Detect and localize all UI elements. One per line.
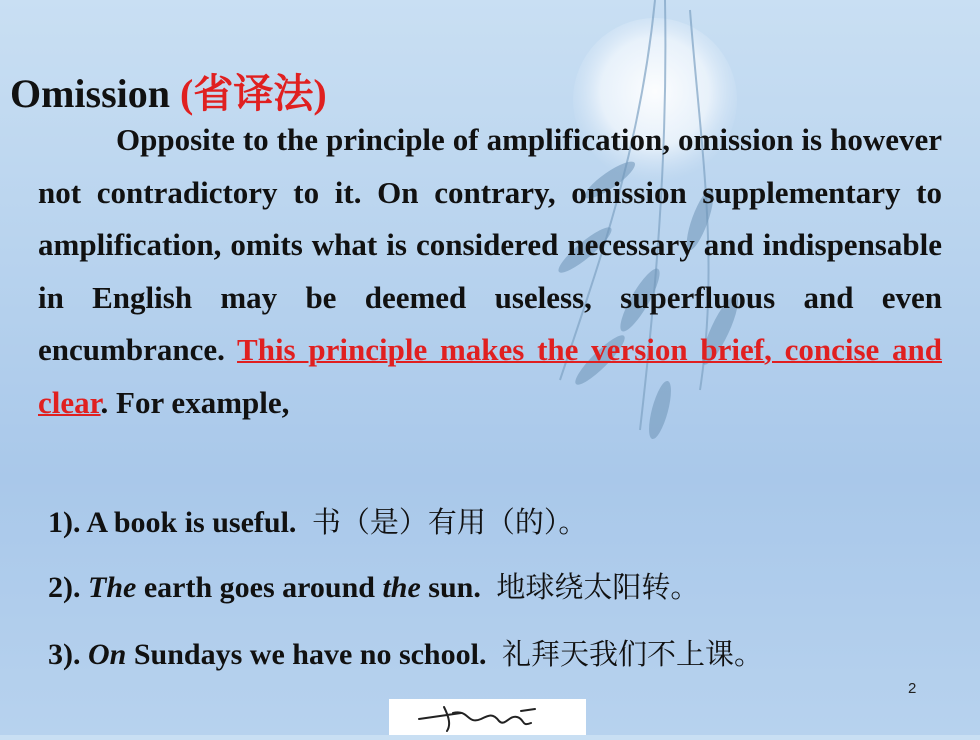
- signature-drawing: [389, 699, 586, 735]
- slide-title: [10, 62, 327, 119]
- example-translation: 书（是）有用（的）。: [311, 505, 588, 539]
- example-1: [48, 500, 587, 541]
- example-3: [48, 632, 763, 673]
- example-translation: 地球绕太阳转。: [496, 570, 700, 604]
- example-number: 3).: [48, 638, 88, 671]
- signature-image: [389, 699, 586, 735]
- paragraph-text: Opposite to the principle of amplification, omission is however not contradictory to it. On contrary, omission supplementary to amplification, omits what is considered necessary and indispensable in English may be deemed useless, superfluous and even encumbrance.: [38, 122, 942, 367]
- title-chinese: (省译法): [180, 71, 327, 116]
- example-sentence-end: sun.: [420, 571, 481, 604]
- example-sentence: earth goes around: [136, 571, 383, 604]
- paragraph-ending: . For example,: [100, 384, 290, 420]
- example-number: 1).: [48, 506, 87, 539]
- example-italic-word: the: [382, 571, 421, 604]
- example-italic-word: The: [88, 571, 137, 604]
- example-2: [48, 565, 699, 606]
- highlighted-sentence: This principle makes the version brief, concise and clear: [38, 332, 942, 420]
- page-number: 2: [908, 680, 917, 697]
- example-translation: 礼拜天我们不上课。: [501, 637, 763, 671]
- example-italic-word: On: [88, 638, 127, 671]
- body-paragraph: [38, 114, 942, 429]
- title-english: Omission: [10, 71, 171, 116]
- example-sentence: A book is useful.: [86, 506, 297, 539]
- example-number: 2).: [48, 571, 88, 604]
- example-sentence: Sundays we have no school.: [126, 638, 487, 671]
